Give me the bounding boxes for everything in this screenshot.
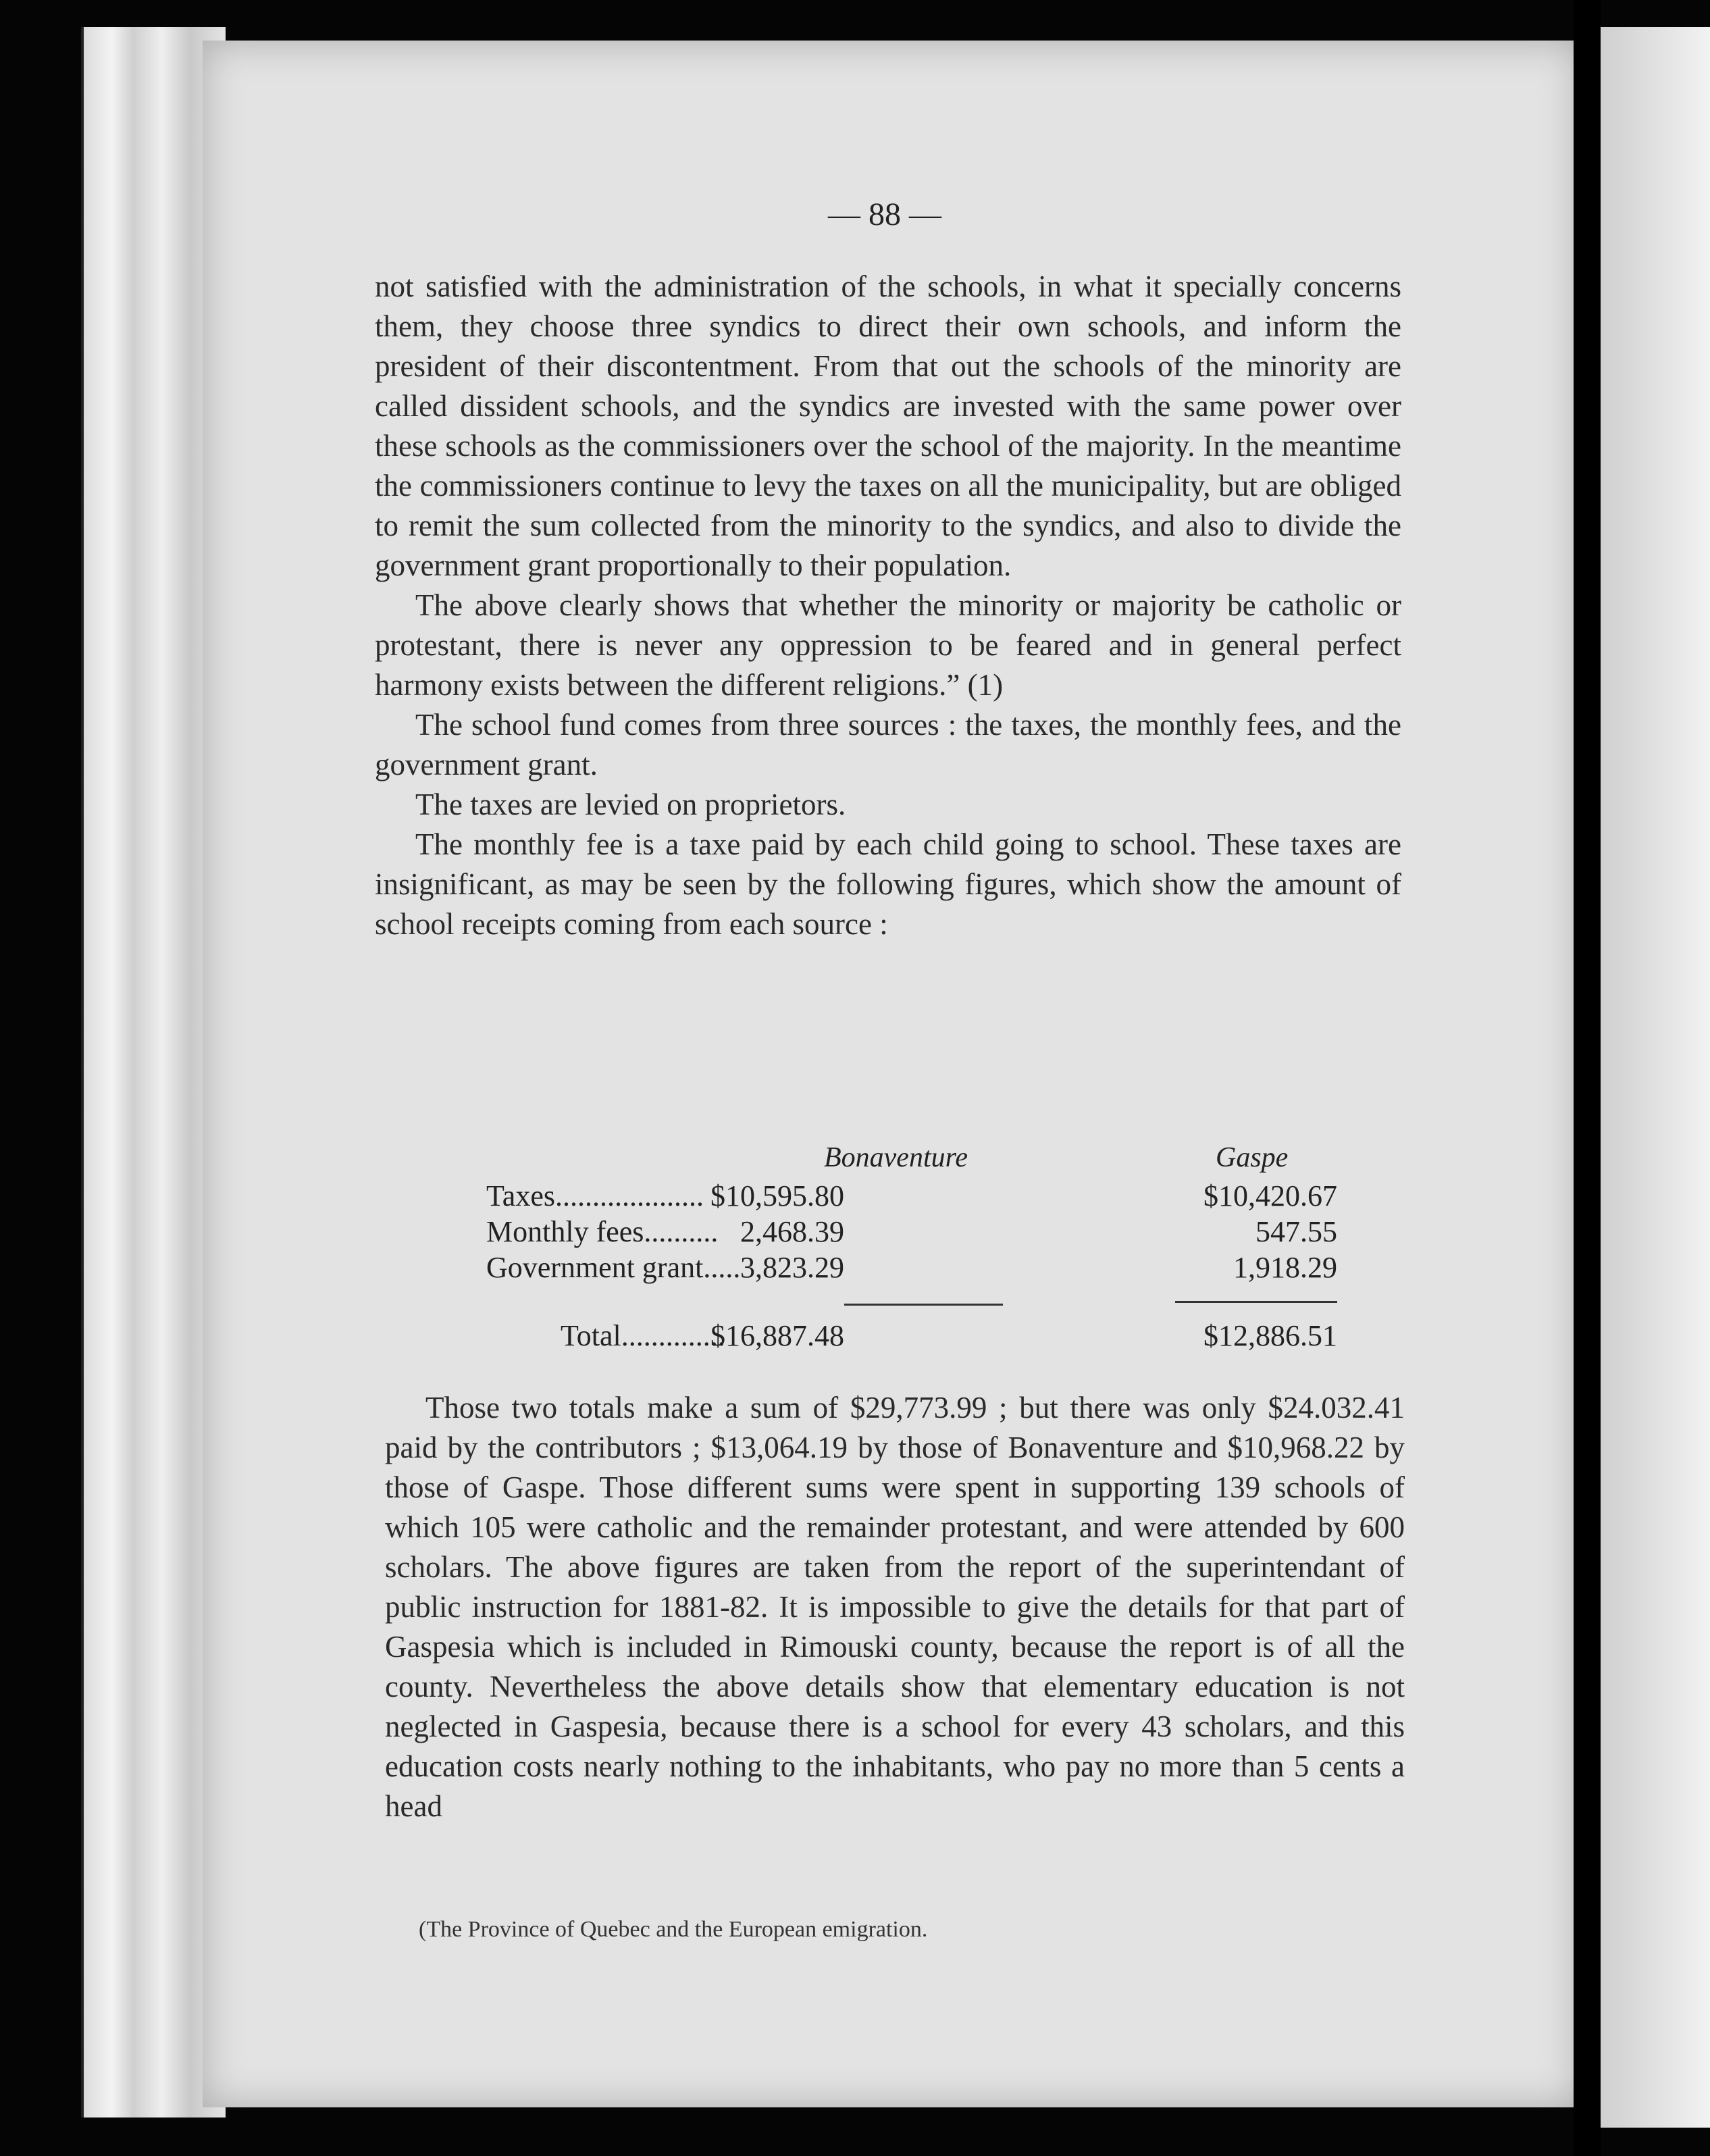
paragraph: The above clearly shows that whether the minority or majority be catholic or protestant, there is never any oppression to be feared and in general perfect harmony exists between the different religions.” (1) xyxy=(375,588,1401,702)
paragraph: The taxes are levied on proprietors. xyxy=(415,788,846,821)
cell-bonaventure-monthly-fees: 2,468.39 xyxy=(740,1215,844,1248)
sum-rule-bonaventure xyxy=(844,1304,1003,1306)
page-number: — 88 — xyxy=(828,197,941,232)
paragraph: The monthly fee is a taxe paid by each child going to school. These taxes are insignificant, as may be seen by the following figures, which show the amount of school receipts coming from each source : xyxy=(375,827,1401,941)
column-header-gaspe: Gaspe xyxy=(1216,1142,1289,1173)
paragraph: The school fund comes from three sources : the taxes, the monthly fees, and the government grant. xyxy=(375,708,1401,781)
row-label-taxes: Taxes.................... xyxy=(486,1179,704,1212)
cell-bonaventure-government-grant: 3,823.29 xyxy=(740,1251,844,1284)
body-text-bottom xyxy=(385,1388,1405,1826)
cell-gaspe-total: $12,886.51 xyxy=(1203,1319,1337,1352)
cell-gaspe-monthly-fees: 547.55 xyxy=(1255,1215,1337,1248)
paragraph: not satisfied with the administration of the schools, in what it specially concerns them, they choose three syndics to direct their own schools, and inform the president of their discontentment. From that out the schools of the minority are called dissident schools, and the syndics are invested with the same power over these schools as the commissioners over the school of the majority. In the meantime the commissioners continue to levy the taxes on all the municipality, but are obliged to remit the sum collected from the minority to the syndics, and also to divide the government grant proportionally to their population. xyxy=(375,270,1401,582)
cell-bonaventure-total: $16,887.48 xyxy=(710,1319,844,1352)
cell-gaspe-government-grant: 1,918.29 xyxy=(1233,1251,1337,1284)
school-receipts-table xyxy=(486,1141,1337,1364)
row-label-monthly-fees: Monthly fees.......... xyxy=(486,1215,719,1248)
row-label-government-grant: Government grant..... xyxy=(486,1251,741,1284)
sum-rule-gaspe xyxy=(1175,1301,1337,1303)
paragraph: Those two totals make a sum of $29,773.99 ; but there was only $24.032.41 paid by the contributors ; $13,064.19 by those of Bonaventure and $10,968.22 by those of Gaspe. Those different sums were spent in supporting 139 schools of which 105 were catholic and the remainder protestant, and were attended by 600 scholars. The above figures are taken from the report of the superintendant of public instruction for 1881-82. It is impossible to give the details for that part of Gaspesia which is included in Rimouski county, because the report is of all the county. Nevertheless the above details show that elementary education is not neglected in Gaspesia, because there is a school for every 43 scholars, and this education costs nearly nothing to the inhabitants, who pay no more than 5 cents a head xyxy=(385,1391,1405,1823)
facing-page-edge xyxy=(1601,27,1710,2128)
row-label-total: Total.............. xyxy=(561,1319,725,1352)
cell-bonaventure-taxes: $10,595.80 xyxy=(710,1179,844,1212)
footnote: (The Province of Quebec and the European emigration. xyxy=(419,1917,928,1942)
cell-gaspe-taxes: $10,420.67 xyxy=(1203,1179,1337,1212)
body-text-top xyxy=(375,267,1401,944)
column-header-bonaventure: Bonaventure xyxy=(824,1142,968,1173)
gutter-shadow xyxy=(1574,0,1601,2156)
